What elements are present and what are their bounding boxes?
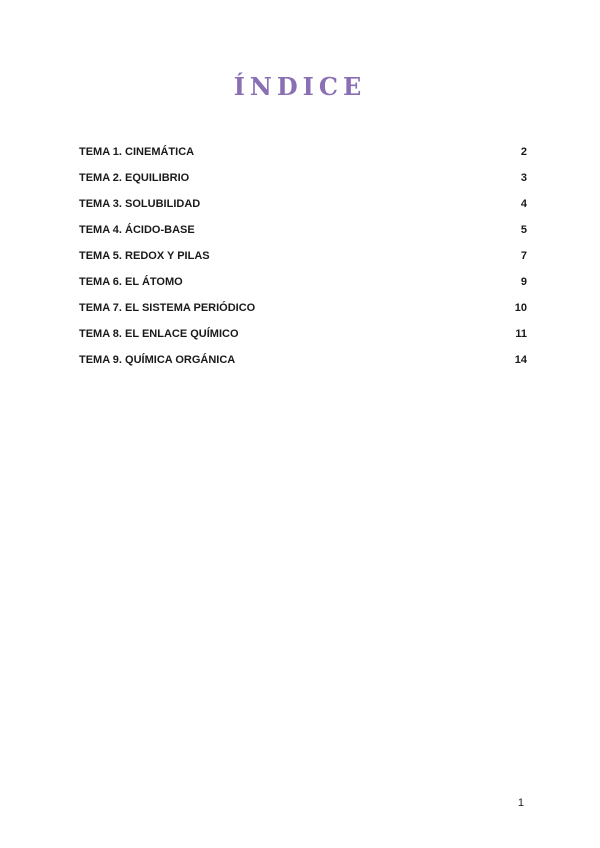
toc-entry [79, 194, 527, 220]
toc-entry [79, 246, 527, 272]
toc-entry-page: 9 [520, 276, 527, 288]
toc-entry-page: 14 [514, 354, 527, 366]
toc-entry-page: 2 [520, 146, 527, 158]
toc-entry [79, 350, 527, 376]
toc-entry-label: TEMA 5. REDOX Y PILAS [79, 250, 210, 262]
toc-entry [79, 168, 527, 194]
toc-entry-label: TEMA 4. ÁCIDO-BASE [79, 224, 195, 236]
toc-entry-label: TEMA 3. SOLUBILIDAD [79, 198, 201, 210]
toc-entry-label: TEMA 6. EL ÁTOMO [79, 276, 183, 288]
toc-entry-label: TEMA 7. EL SISTEMA PERIÓDICO [79, 302, 256, 314]
toc-entry [79, 324, 527, 350]
toc-entry [79, 220, 527, 246]
table-of-contents [79, 142, 527, 376]
toc-entry-page: 4 [520, 198, 527, 210]
toc-entry-label: TEMA 8. EL ENLACE QUÍMICO [79, 328, 239, 340]
toc-entry [79, 298, 527, 324]
toc-entry-page: 5 [520, 224, 527, 236]
toc-entry-label: TEMA 9. QUÍMICA ORGÁNICA [79, 354, 236, 366]
toc-entry-page: 7 [520, 250, 527, 262]
toc-entry-page: 3 [520, 172, 527, 184]
toc-entry-page: 11 [515, 328, 527, 340]
toc-entry [79, 142, 527, 168]
toc-entry-label: TEMA 2. EQUILIBRIO [79, 172, 190, 184]
toc-entry-page: 10 [514, 302, 527, 314]
toc-entry-label: TEMA 1. CINEMÁTICA [79, 146, 195, 158]
page-number: 1 [517, 797, 524, 809]
page-title: ÍNDICE [233, 72, 367, 101]
toc-entry [79, 272, 527, 298]
